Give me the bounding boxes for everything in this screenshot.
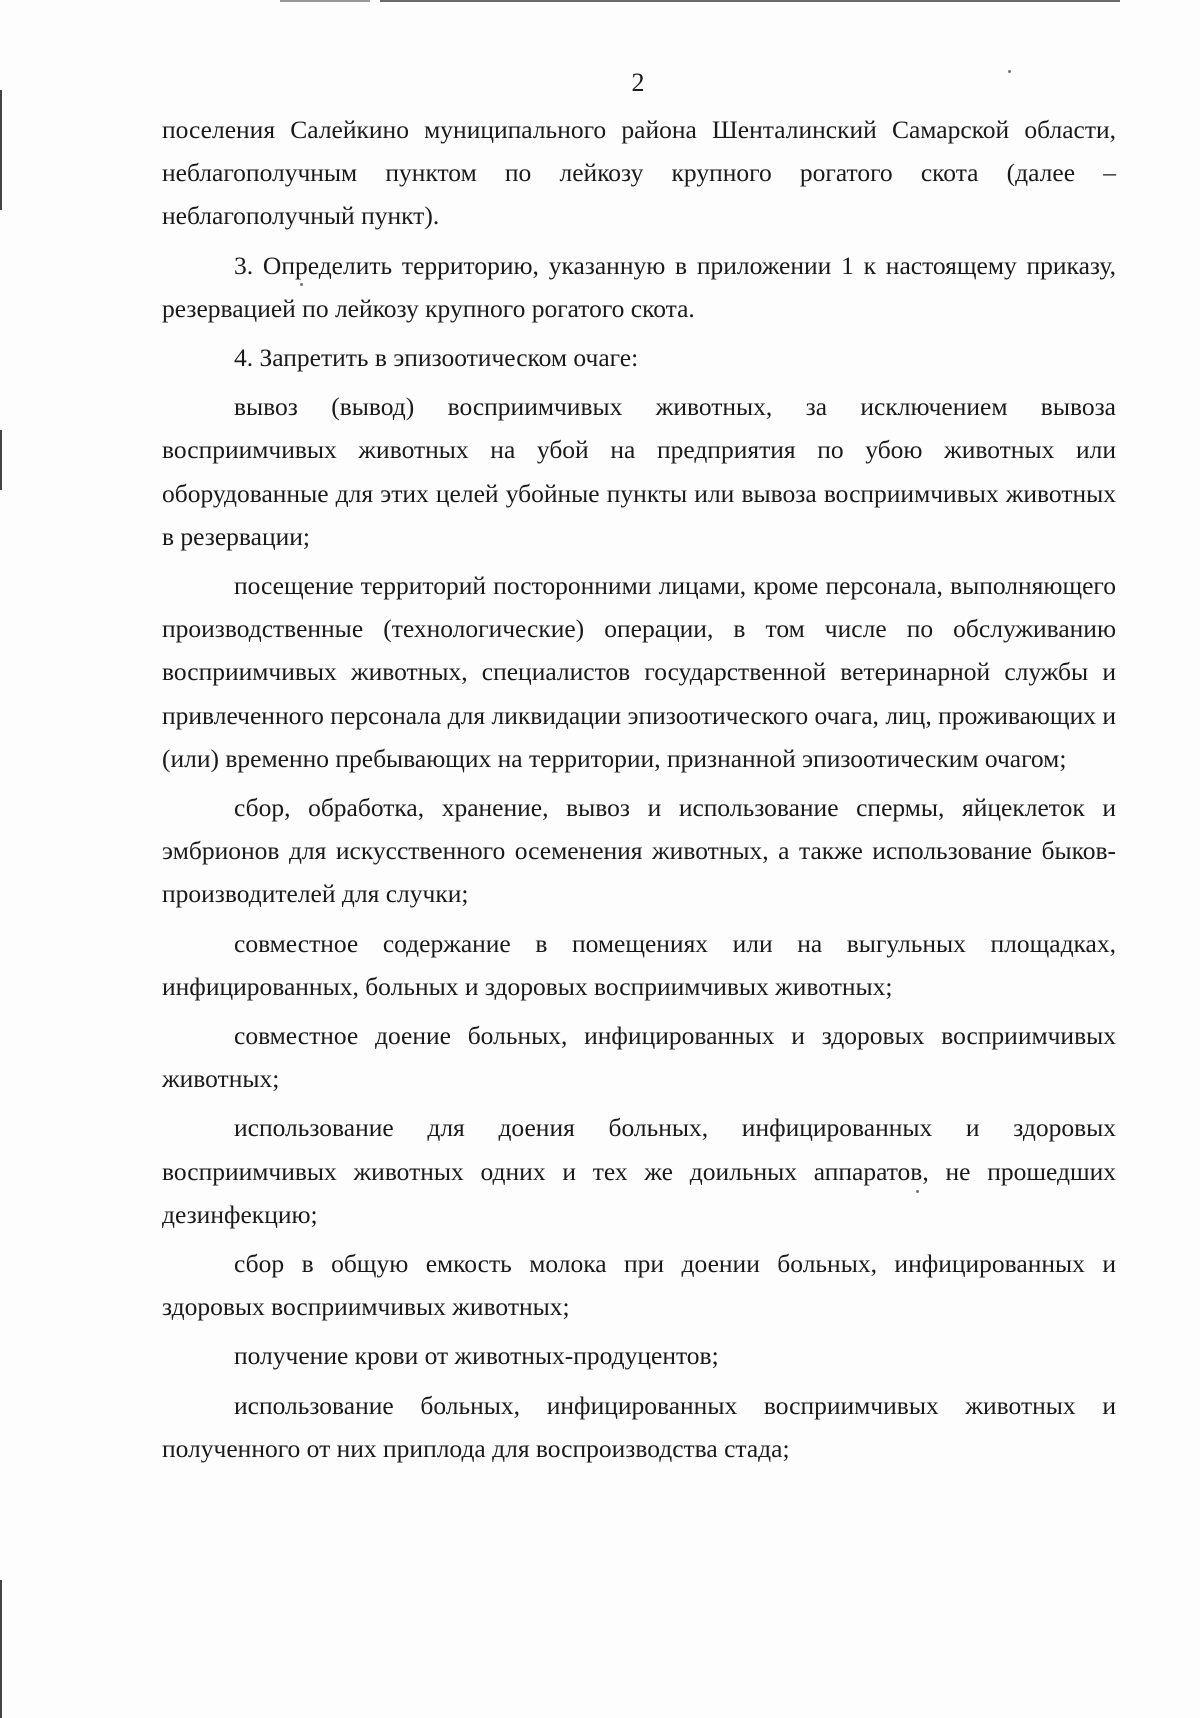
paragraph-milking-equipment-ban: использование для доения больных, инфицированных и здоровых восприимчивых животных одних и тех же доильных аппаратов, не прошедших дезинфекцию;: [162, 1113, 1116, 1229]
paragraph-item-3: 3. Определить территорию, указанную в приложении 1 к настоящему приказу, резервацией по лейкозу крупного рогатого скота.: [162, 250, 1116, 323]
paragraph-visit-ban: посещение территорий посторонними лицами, кроме персонала, выполняющего производственные (технологические) операции, в том числе по обслуживанию восприимчивых животных, специалистов государственной ветеринарной службы и привлеченного персонала для ликвидации эпизоотического очага, лиц, проживающих и (или) временно пребывающих на территории, признанной эпизоотическим очагом;: [162, 571, 1116, 773]
paragraph-breeding-ban: использование больных, инфицированных восприимчивых животных и полученного от них приплода для воспроизводства стада;: [162, 1390, 1116, 1463]
paragraph-blood-ban: получение крови от животных-продуцентов;: [234, 1341, 719, 1371]
scan-artifact-top: [380, 0, 1120, 2]
scan-artifact-left-edge: [0, 1580, 2, 1718]
document-body: [162, 108, 1116, 1470]
page-number: 2: [631, 68, 645, 97]
paragraph-joint-keeping-ban: совместное содержание в помещениях или на выгульных площадках, инфицированных, больных и здоровых восприимчивых животных;: [162, 928, 1116, 1001]
paragraph-continuation: поселения Салейкино муниципального района Шенталинский Самарской области, неблагополучным пунктом по лейкозу крупного рогатого скота (далее – неблагополучный пункт).: [162, 115, 1116, 231]
scan-artifact-left-edge: [0, 90, 2, 210]
paragraph-export-ban: вывоз (вывод) восприимчивых животных, за исключением вывоза восприимчивых животных на убой на предприятия по убою животных или оборудованные для этих целей убойные пункты или вывоза восприимчивых животных в резервации;: [162, 392, 1116, 551]
paragraph-milk-collection-ban: сбор в общую емкость молока при доении больных, инфицированных и здоровых восприимчивых животных;: [162, 1249, 1116, 1322]
paragraph-item-4: 4. Запретить в эпизоотическом очаге:: [234, 343, 639, 373]
paragraph-joint-milking-ban: совместное доение больных, инфицированных и здоровых восприимчивых животных;: [162, 1021, 1116, 1094]
paragraph-semen-ban: сбор, обработка, хранение, вывоз и использование спермы, яйцеклеток и эмбрионов для искусственного осеменения животных, а также использование быков-производителей для случки;: [162, 793, 1116, 909]
scan-artifact-top-short: [280, 0, 370, 2]
scan-artifact-left-edge: [0, 430, 2, 490]
